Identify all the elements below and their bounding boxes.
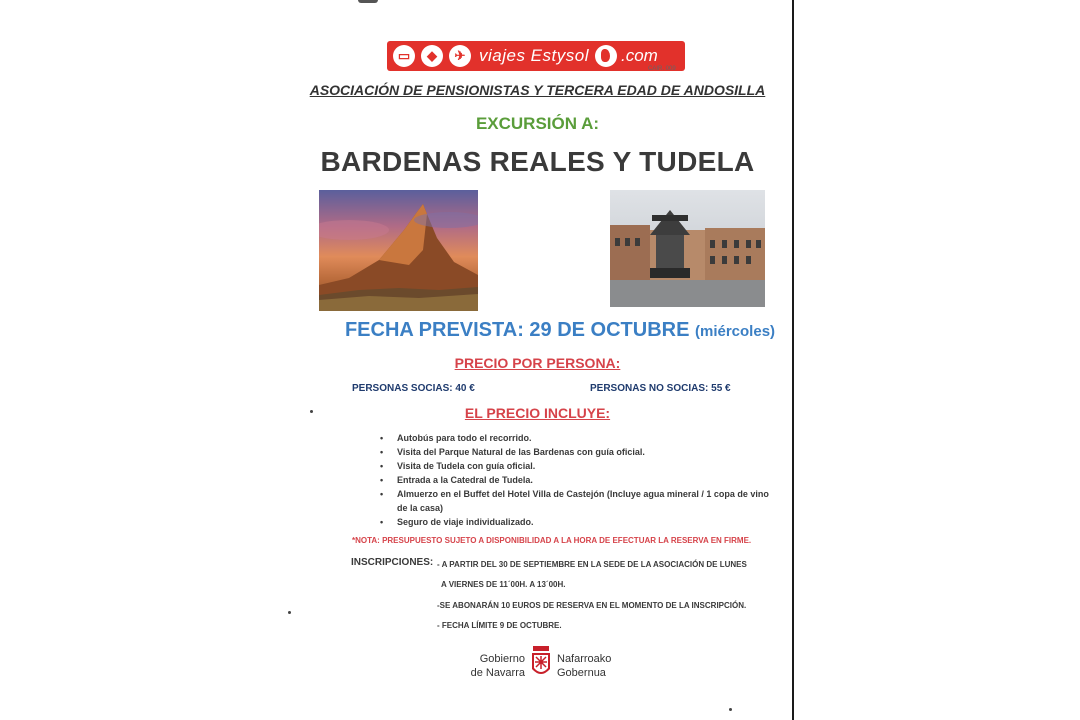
planned-date-label: FECHA PREVISTA: 29 DE OCTUBRE [344,319,690,341]
list-item: • Almuerzo en el Buffet del Hotel Villa de Castejón (Incluye agua mineral / 1 copa de vino de la casa) [380,487,780,515]
registration-label: INSCRIPCIONES: [351,557,434,568]
scan-speck [288,611,291,614]
registration-line-1: - A PARTIR DEL 30 DE SEPTIEMBRE EN LA SEDE DE LA ASOCIACIÓN DE LUNES [437,560,747,569]
excursion-label: EXCURSIÓN A: [475,114,600,133]
scan-speck [729,708,732,711]
navarra-shield-icon [530,645,552,679]
price-members: PERSONAS SOCIAS: 40 € [352,383,475,394]
government-line-3: Nafarroako [557,653,612,665]
planned-date [300,319,820,342]
logo-license: CAIR. 009 [648,66,676,72]
list-item: • Visita del Parque Natural de las Bardenas con guía oficial. [380,445,780,459]
list-item: • Visita de Tudela con guía oficial. [380,459,780,473]
globe-icon [595,45,617,67]
plane-icon: ✈ [449,45,471,67]
registration-line-3: -SE ABONARÁN 10 EUROS DE RESERVA EN EL MOMENTO DE LA INSCRIPCIÓN. [437,601,747,610]
government-line-4: Gobernua [557,667,606,679]
logo-dotcom-text: .com [620,46,658,65]
bardenas-photo [319,190,478,311]
includes-list [380,431,780,529]
scan-mark [358,0,378,3]
list-item: • Seguro de viaje individualizado. [380,515,780,529]
registration-line-2: A VIERNES DE 11´00H. A 13´00H. [441,580,566,589]
price-heading: PRECIO POR PERSONA: [454,355,621,371]
logo-brand-text: viajes Estysol [479,46,589,65]
tudela-plaza-image [610,190,765,307]
list-item: • Autobús para todo el recorrido. [380,431,780,445]
includes-heading: EL PRECIO INCLUYE: [464,405,611,421]
government-line-2: de Navarra [470,667,525,679]
government-name-es [462,652,525,680]
car-icon: ◆ [421,45,443,67]
estysol-logo [387,41,685,71]
tudela-photo [610,190,765,307]
bardenas-landscape-image [319,190,478,311]
price-non-members: PERSONAS NO SOCIAS: 55 € [590,383,731,394]
government-line-1: Gobierno [479,653,525,665]
registration-line-4: - FECHA LÍMITE 9 DE OCTUBRE. [437,621,562,630]
note-text: *NOTA: PRESUPUESTO SUJETO A DISPONIBILIDAD A LA HORA DE EFECTUAR LA RESERVA EN FIRME. [352,536,752,545]
list-item: • Entrada a la Catedral de Tudela. [380,473,780,487]
government-name-eu [557,652,611,680]
scan-speck [310,410,313,413]
association-name: ASOCIACIÓN DE PENSIONISTAS Y TERCERA EDAD DE ANDOSILLA [309,82,766,98]
page-title: BARDENAS REALES Y TUDELA [320,146,755,177]
page-edge-line [792,0,794,720]
planned-date-weekday: (miércoles) [695,323,776,340]
bus-icon: ▭ [393,45,415,67]
